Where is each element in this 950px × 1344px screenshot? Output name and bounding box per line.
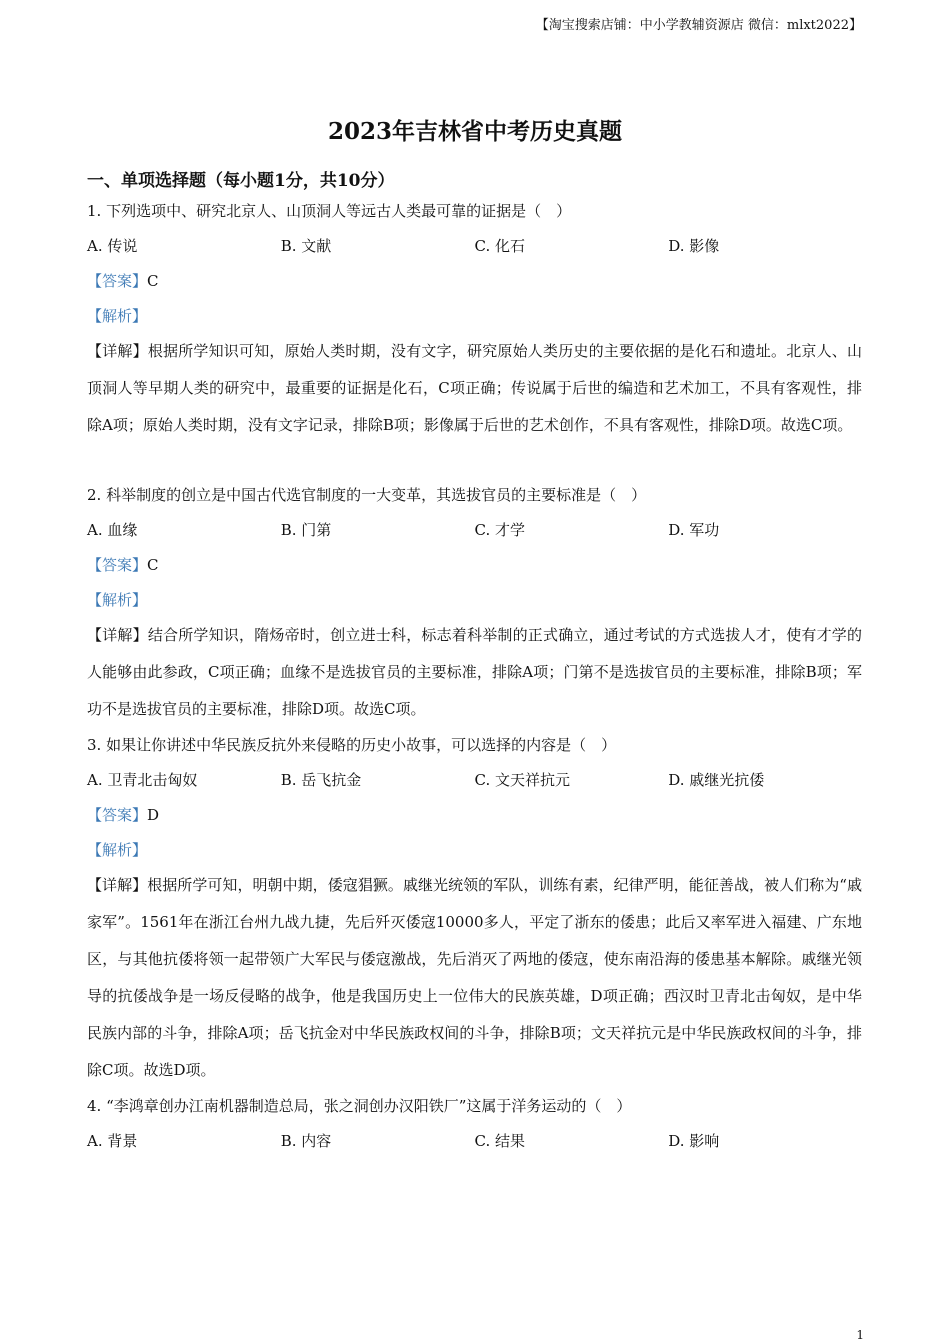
question-4: [87, 1089, 862, 1159]
answer-line: [87, 798, 862, 833]
options-row: [87, 513, 862, 548]
options-row: [87, 1124, 862, 1159]
detail-tag: 【详解】: [87, 876, 148, 894]
answer-line: [87, 548, 862, 583]
spacer: [87, 444, 862, 478]
answer-tag: 【答案】: [87, 556, 148, 574]
question-3: [87, 728, 862, 1089]
option-a: A. 卫青北击匈奴: [87, 771, 198, 789]
option-a: A. 传说: [87, 237, 138, 255]
detail-body: 根据所学知识可知，原始人类时期，没有文字，研究原始人类历史的主要依据的是化石和遗址。北京人、山顶洞人等早期人类的研究中，最重要的证据是化石，C项正确；传说属于后世的编造和艺术加工，不具有客观性，排除A项；原始人类时期，没有文字记录，排除B项；影像属于后世的艺术创作，不具有客观性，排除D项。故选C项。: [87, 342, 862, 434]
answer-tag: 【答案】: [87, 272, 148, 290]
detail-body: 结合所学知识，隋炀帝时，创立进士科，标志着科举制的正式确立，通过考试的方式选拔人才，使有才学的人能够由此参政，C项正确；血缘不是选拔官员的主要标准，排除A项；门第不是选拔官员的主要标准，排除B项；军功不是选拔官员的主要标准，排除D项。故选C项。: [87, 626, 862, 718]
question-1: [87, 194, 862, 444]
option-d: D. 影响: [668, 1132, 720, 1150]
option-b: B. 门第: [280, 521, 332, 539]
option-b: B. 文献: [280, 237, 332, 255]
analysis-tag: 【解析】: [87, 591, 148, 609]
header-note: 【淘宝搜索店铺：中小学教辅资源店 微信：mlxt2022】: [535, 18, 862, 33]
question-2: [87, 478, 862, 728]
page-number: 1: [856, 1328, 864, 1342]
option-b: B. 内容: [280, 1132, 332, 1150]
detail-body: 根据所学可知，明朝中期，倭寇猖獗。戚继光统领的军队，训练有素，纪律严明，能征善战，被人们称为“戚家军”。1561年在浙江台州九战九捷，先后歼灭倭寇10000多人，平定了浙东的倭患；此后又率军进入福建、广东地区，与其他抗倭将领一起带领广大军民与倭寇激战，先后消灭了两地的倭寇，使东南沿海的倭患基本解除。戚继光领导的抗倭战争是一场反侵略的战争，他是我国历史上一位伟大的民族英雄，D项正确；西汉时卫青北击匈奴，是中华民族内部的斗争，排除A项；岳飞抗金对中华民族政权间的斗争，排除B项；文天祥抗元是中华民族政权间的斗争，排除C项。故选D项。: [87, 876, 862, 1079]
section-title: 一、单项选择题（每小题1分，共10分）: [87, 171, 395, 191]
answer-value: C: [147, 272, 159, 290]
option-c: C. 化石: [474, 237, 525, 255]
question-stem: 4. “李鸿章创办江南机器制造总局，张之洞创办汉阳铁厂”这属于洋务运动的（ ）: [87, 1097, 632, 1115]
option-d: D. 影像: [668, 237, 720, 255]
question-stem: 3. 如果让你讲述中华民族反抗外来侵略的历史小故事，可以选择的内容是（ ）: [87, 736, 617, 754]
question-stem: 1. 下列选项中、研究北京人、山顶洞人等远古人类最可靠的证据是（ ）: [87, 202, 572, 220]
option-d: D. 军功: [668, 521, 720, 539]
option-a: A. 背景: [87, 1132, 138, 1150]
detail-tag: 【详解】: [87, 626, 148, 644]
options-row: [87, 763, 862, 798]
detail-text: [87, 333, 862, 444]
option-a: A. 血缘: [87, 521, 138, 539]
option-c: C. 文天祥抗元: [474, 771, 570, 789]
detail-tag: 【详解】: [87, 342, 148, 360]
page-title: 2023年吉林省中考历史真题: [327, 118, 622, 145]
option-c: C. 才学: [474, 521, 525, 539]
detail-text: [87, 617, 862, 728]
option-b: B. 岳飞抗金: [280, 771, 362, 789]
question-stem: 2. 科举制度的创立是中国古代选官制度的一大变革，其选拔官员的主要标准是（ ）: [87, 486, 647, 504]
answer-line: [87, 264, 862, 299]
detail-text: [87, 867, 862, 1089]
answer-value: C: [147, 556, 159, 574]
option-d: D. 戚继光抗倭: [668, 771, 765, 789]
answer-tag: 【答案】: [87, 806, 148, 824]
analysis-tag: 【解析】: [87, 307, 148, 325]
answer-value: D: [147, 806, 160, 824]
exam-content: [87, 168, 862, 1159]
analysis-tag: 【解析】: [87, 841, 148, 859]
option-c: C. 结果: [474, 1132, 525, 1150]
options-row: [87, 229, 862, 264]
